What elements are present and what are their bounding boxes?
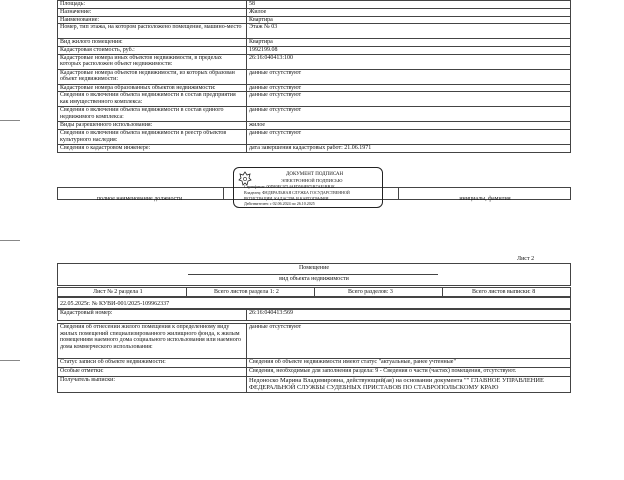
table-cell-label: Особые отметки: xyxy=(58,368,247,377)
table-cell-label: Кадастровая стоимость, руб.: xyxy=(58,46,247,54)
table-cell-label: Статус записи об объекте недвижимости: xyxy=(58,359,247,368)
table-cell-value: данные отсутствуют xyxy=(247,324,571,359)
property-table xyxy=(57,0,571,153)
table-cell-label: Наименование: xyxy=(58,16,247,24)
stamp-owner: Владелец: ФЕДЕРАЛЬНАЯ СЛУЖБА ГОСУДАРСТВЕННОЙ xyxy=(244,190,350,195)
total-part: Всего листов раздела 1: 2 xyxy=(214,289,279,295)
margin-mark xyxy=(0,120,20,121)
position-caption: полное наименование должности xyxy=(96,196,183,202)
sheet-part: Лист № 2 раздела 1 xyxy=(93,289,143,295)
cadastral-number: 26:16:040413:569 xyxy=(247,310,571,321)
table-cell-value: данные отсутствуют xyxy=(247,107,571,122)
object-type-header xyxy=(57,263,571,286)
table-cell-value: Сведения, необходимые для заполнения раздела: 9 - Сведения о части (частях) помещения, отсутствуют. xyxy=(247,368,571,377)
table-cell-value: 58 xyxy=(247,1,571,9)
table-cell-label: Площадь: xyxy=(58,1,247,9)
table-cell-value: Этаж № 03 xyxy=(247,24,571,39)
margin-mark xyxy=(0,240,20,241)
table-cell-value: жилое xyxy=(247,122,571,130)
table-cell-label: Кадастровые номера иных объектов недвижимости, в пределах которых расположен объект недвижимости: xyxy=(58,54,247,69)
object-type-subtitle: вид объекта недвижимости xyxy=(279,276,349,282)
cadastral-label: Кадастровый номер: xyxy=(58,310,247,321)
cadastral-row xyxy=(57,309,571,321)
table-cell-value: Квартира xyxy=(247,39,571,47)
stamp-validity: Действителен: с 02.06.2024 по 26.10.2025 xyxy=(244,201,315,206)
table-cell-value: 1992199.08 xyxy=(247,46,571,54)
table-cell-label: Кадастровые номера объектов недвижимости, из которых образован объект недвижимости: xyxy=(58,69,247,84)
stamp-certificate: Сертификат: 00DF0EC0714AFD584F971B7AE1BB1E xyxy=(244,184,335,189)
total-sheets: Всего листов выписки: 8 xyxy=(472,289,536,295)
table-cell-value: данные отсутствуют xyxy=(247,92,571,107)
table-cell-value: Сведения об объекте недвижимости имеют статус "актуальные, ранее учтенные" xyxy=(247,359,571,368)
stamp-title: ДОКУМЕНТ ПОДПИСАН xyxy=(286,172,344,177)
table-cell-value: Жилое xyxy=(247,8,571,16)
e-signature-stamp xyxy=(233,167,383,208)
table-cell-label: Сведения о включении объекта недвижимости в состав предприятия как имущественного комплекса: xyxy=(58,92,247,107)
extract-date-number: 22.05.2025г. № КУВИ-001/2025-109962337 xyxy=(60,301,170,307)
name-caption: инициалы, фамилия xyxy=(459,196,511,202)
table-cell-label: Вид жилого помещения: xyxy=(58,39,247,47)
sheet2-table xyxy=(57,323,571,393)
stamp-owner-cont: РЕГИСТРАЦИИ, КАДАСТРА И КАРТОГРАФИИ xyxy=(244,196,329,201)
table-cell-label: Сведения о включении объекта недвижимости в состав единого недвижимого комплекса: xyxy=(58,107,247,122)
table-cell-label: Виды разрешенного использования: xyxy=(58,122,247,130)
object-type-title: Помещение xyxy=(298,265,330,271)
table-cell-label: Назначение: xyxy=(58,8,247,16)
table-cell-value: Квартира xyxy=(247,16,571,24)
stamp-subtitle: ЭЛЕКТРОННОЙ ПОДПИСЬЮ xyxy=(281,178,343,183)
table-cell-label: Номер, тип этажа, на котором расположено помещение, машино-место xyxy=(58,24,247,39)
table-cell-value: данные отсутствуют xyxy=(247,84,571,92)
table-cell-label: Получатель выписки: xyxy=(58,377,247,393)
table-cell-value: Недоноско Марина Владимировна, действующий(ая) на основании документа "" ГЛАВНОЕ УПРАВЛЕНИЕ ФЕДЕРАЛЬНОЙ СЛУЖБЫ СУДЕБНЫХ ПРИСТАВОВ ПО СТАВРОПОЛЬСКОМУ КРАЮ xyxy=(247,377,571,393)
margin-mark xyxy=(0,360,20,361)
table-cell-label: Сведения об отнесении жилого помещения к определенному виду жилых помещений специализированного жилищного фонда, к жилым помещениям наемного дома социального использования или наемного дома коммерческого использования: xyxy=(58,324,247,359)
table-cell-value: 26:16:040413:100 xyxy=(247,54,571,69)
sheet-number: Лист 2 xyxy=(517,256,535,262)
table-cell-label: Сведения о включении объекта недвижимости в реестр объектов культурного наследия: xyxy=(58,129,247,144)
table-cell-label: Сведения о кадастровом инженере: xyxy=(58,144,247,152)
date-number-row xyxy=(57,297,571,309)
table-cell-label: Кадастровые номера образованных объектов недвижимости: xyxy=(58,84,247,92)
table-cell-value: данные отсутствуют xyxy=(247,129,571,144)
total-sections: Всего разделов: 3 xyxy=(348,289,393,295)
info-row xyxy=(57,287,571,297)
table-cell-value: дата завершения кадастровых работ: 21.06.1971 xyxy=(247,144,571,152)
table-cell-value: данные отсутствуют xyxy=(247,69,571,84)
